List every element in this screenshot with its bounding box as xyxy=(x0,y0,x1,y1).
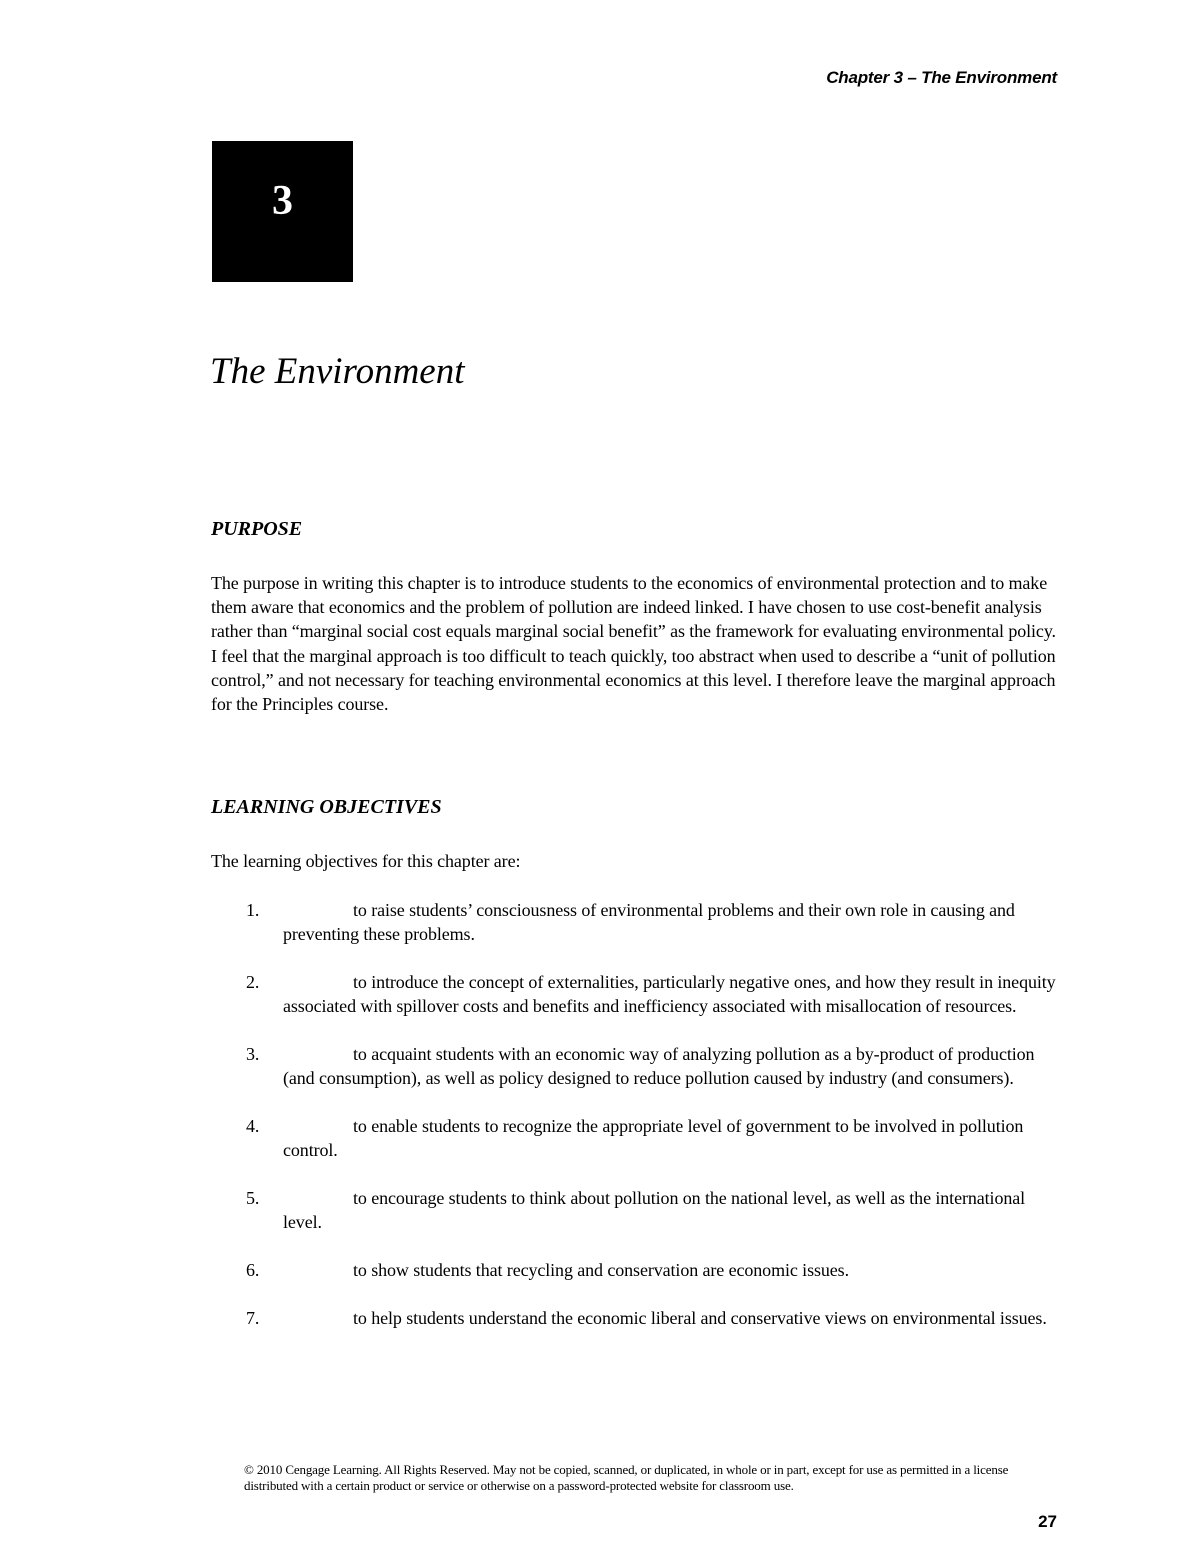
list-item-text: to acquaint students with an economic way of analyzing pollution as a by-product of production (and consumption), as well as policy designed to reduce pollution caused by industry (and consumers). xyxy=(283,1044,1035,1089)
list-item xyxy=(0,1042,1063,1090)
list-item-number: 5. xyxy=(246,1188,260,1208)
list-item-number: 1. xyxy=(246,900,260,920)
learning-objectives-list xyxy=(0,898,1200,1354)
page-number: 27 xyxy=(1038,1512,1057,1531)
list-item xyxy=(0,898,1063,946)
list-item xyxy=(0,1258,1063,1282)
list-item-text: to introduce the concept of externalities, particularly negative ones, and how they result in inequity associated with spillover costs and benefits and inefficiency associated with misallocation of resources. xyxy=(283,972,1056,1017)
list-item-text: to help students understand the economic liberal and conservative views on environmental issues. xyxy=(353,1307,1047,1328)
learning-objectives-heading: LEARNING OBJECTIVES xyxy=(211,796,442,818)
purpose-heading: PURPOSE xyxy=(211,518,303,540)
purpose-paragraph: The purpose in writing this chapter is to introduce students to the economics of environmental protection and to make them aware that economics and the problem of pollution are indeed linked. I have chosen to use cost-benefit analysis rather than “marginal social cost equals marginal social benefit” as the framework for evaluating environmental policy. I feel that the marginal approach is too difficult to teach quickly, too abstract when used to describe a “unit of pollution control,” and not necessary for teaching environmental economics at this level. I therefore leave the marginal approach for the Principles course. xyxy=(211,573,1056,715)
chapter-number: 3 xyxy=(272,177,293,224)
list-item-text: to encourage students to think about pollution on the national level, as well as the international level. xyxy=(283,1188,1026,1233)
list-item xyxy=(0,1186,1063,1234)
learning-objectives-intro: The learning objectives for this chapter are: xyxy=(211,851,521,871)
list-item-number: 6. xyxy=(246,1260,260,1280)
list-item-text: to show students that recycling and conservation are economic issues. xyxy=(353,1260,849,1280)
list-item-text: to enable students to recognize the appropriate level of government to be involved in pollution control. xyxy=(283,1116,1024,1161)
list-item-number: 2. xyxy=(246,972,260,992)
list-item-number: 7. xyxy=(246,1307,260,1328)
copyright-notice: © 2010 Cengage Learning. All Rights Reserved. May not be copied, scanned, or duplicated, in whole or in part, except for use as permitted in a license distributed with a certain product or service or otherwise on a password-protected website for classroom use. xyxy=(244,1462,1009,1493)
running-header: Chapter 3 – The Environment xyxy=(826,68,1057,87)
list-item xyxy=(0,970,1063,1018)
list-item-number: 4. xyxy=(246,1116,260,1136)
list-item xyxy=(0,1306,1063,1330)
list-item-number: 3. xyxy=(246,1044,260,1064)
list-item-text: to raise students’ consciousness of environmental problems and their own role in causing and preventing these problems. xyxy=(283,900,1015,945)
chapter-title: The Environment xyxy=(210,351,465,392)
list-item xyxy=(0,1114,1063,1162)
chapter-number-box xyxy=(212,141,353,282)
